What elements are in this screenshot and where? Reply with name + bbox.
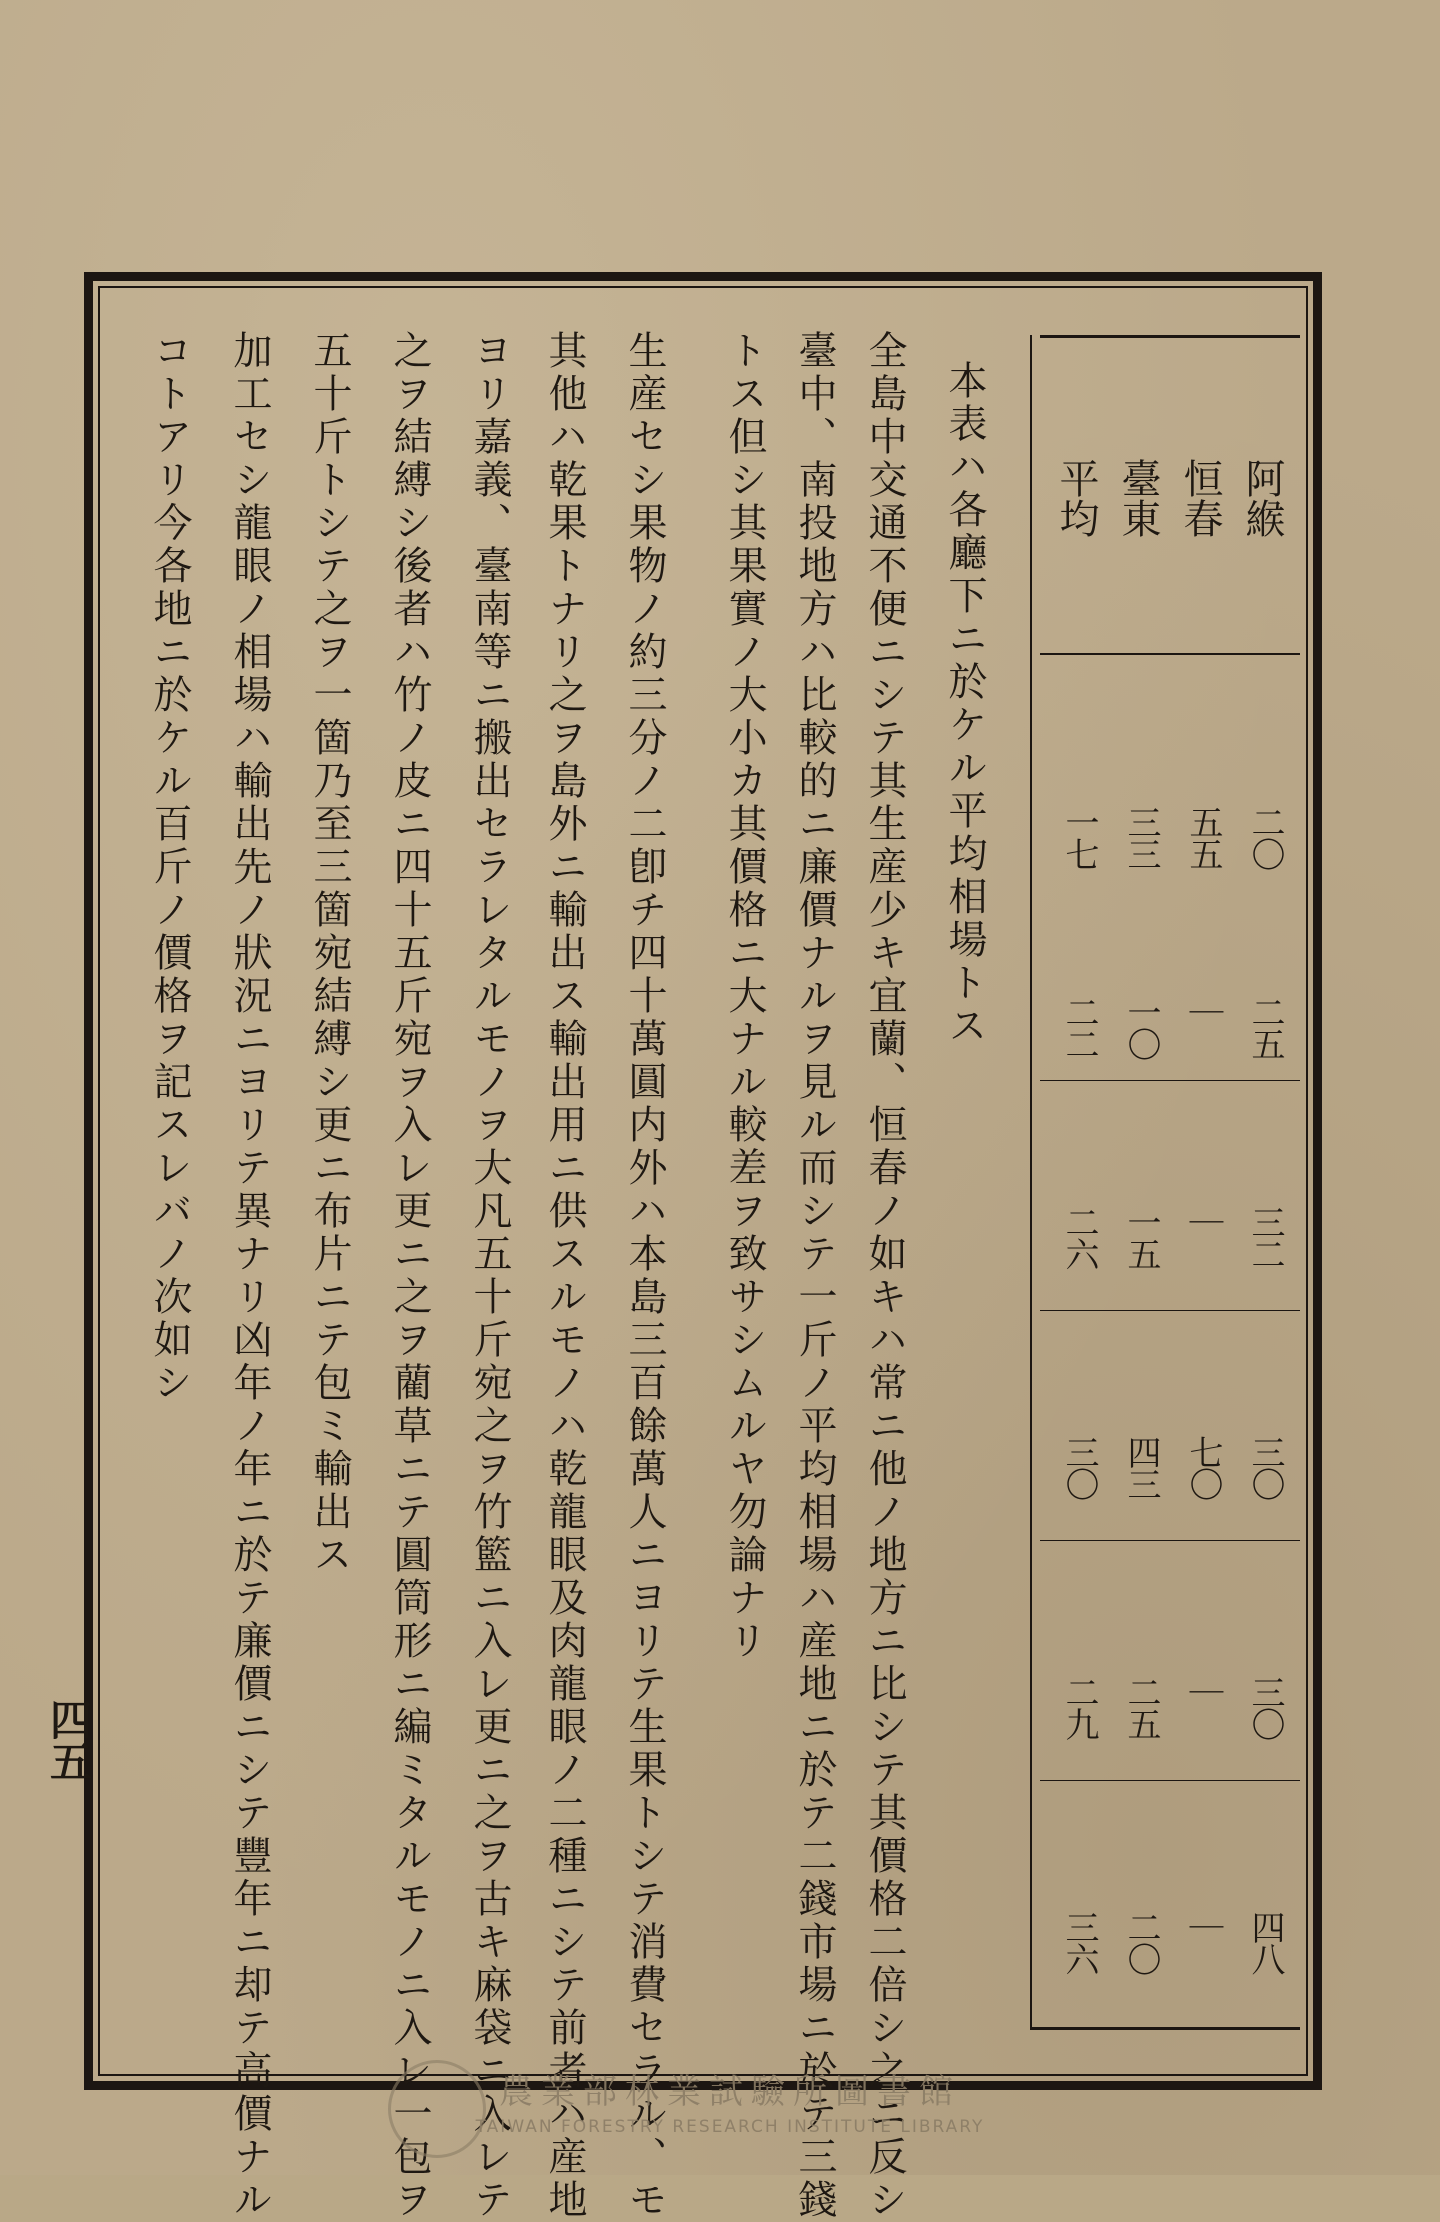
table-cell: 一五: [1121, 1205, 1161, 1269]
table-cell: ｜: [1183, 1205, 1223, 1237]
body-text-line: 之ヲ結縛シ後者ハ竹ノ皮ニ四十五斤宛ヲ入レ更ニ之ヲ藺草ニテ圓筒形ニ編ミタルモノニ入レ一包ヲ: [387, 330, 432, 2222]
header-label: 臺東: [1115, 458, 1161, 538]
library-watermark: [380, 2064, 1080, 2137]
table-bottom-rule: [1030, 2027, 1300, 2030]
table-cell: 四八: [1245, 1910, 1285, 1974]
watermark-chinese: 農業部林業試驗所圖書館: [499, 2072, 961, 2112]
price-table: [1030, 335, 1300, 2030]
header-label: 平均: [1053, 458, 1099, 538]
table-cell: 四三: [1121, 1435, 1161, 1499]
table-cell: 二五: [1121, 1675, 1161, 1739]
table-row-rule: [1040, 1080, 1300, 1081]
table-header-taitung: [1106, 353, 1166, 643]
table-cell: 七〇: [1183, 1435, 1223, 1499]
table-cell: 二〇: [1121, 1910, 1161, 1974]
body-text-line: 加工セシ龍眼ノ相場ハ輸出先ノ狀況ニヨリテ異ナリ凶年ノ年ニ於テ廉價ニシテ豐年ニ却テ高價ナル: [227, 330, 272, 2222]
table-note-line: 本表ハ各廳下ニ於ケル平均相場トス: [942, 360, 987, 1048]
table-cell: ｜: [1183, 995, 1223, 1027]
body-text-line: ヨリ嘉義、臺南等ニ搬出セラレタルモノヲ大凡五十斤宛之ヲ竹籃ニ入レ更ニ之ヲ古キ麻袋ニ入レテ: [467, 330, 512, 2222]
table-row-rule: [1040, 1780, 1300, 1781]
table-cell: 五五: [1183, 805, 1223, 869]
table-cell: ｜: [1183, 1910, 1223, 1942]
table-header-hengchun: [1168, 353, 1228, 643]
body-text-line: 全島中交通不便ニシテ其生産少キ宜蘭、恒春ノ如キハ常ニ他ノ地方ニ比シテ其價格二倍シ之ニ反シ: [862, 330, 907, 2222]
body-text-line: コトアリ今各地ニ於ケル百斤ノ價格ヲ記スレバノ次如シ: [147, 330, 192, 1405]
table-cell: 一七: [1059, 805, 1099, 869]
table-cell: 二〇: [1245, 805, 1285, 869]
body-text-line: 其他ハ乾果トナリ之ヲ島外ニ輸出ス輸出用ニ供スルモノハ乾龍眼及肉龍眼ノ二種ニシテ前者ハ産地: [542, 330, 587, 2222]
table-header-average: [1044, 353, 1104, 643]
table-cell: 三〇: [1245, 1435, 1285, 1499]
body-text-line: 生産セシ果物ノ約三分ノ二卽チ四十萬圓内外ハ本島三百餘萬人ニヨリテ生果トシテ消費セラル、モ: [622, 330, 667, 2222]
table-cell: 三六: [1059, 1910, 1099, 1974]
table-header-rule: [1040, 653, 1300, 655]
table-cell: 二二: [1059, 995, 1099, 1059]
page-number: 四五: [44, 1698, 93, 1782]
table-header-akou: [1230, 353, 1290, 643]
table-row-rule: [1040, 1540, 1300, 1541]
table-row-rule: [1040, 1310, 1300, 1311]
table-cell: 三〇: [1059, 1435, 1099, 1499]
table-left-rule: [1030, 335, 1032, 2030]
body-text-line: 五十斤トシテ之ヲ一箇乃至三箇宛結縛シ更ニ布片ニテ包ミ輸出ス: [307, 330, 352, 1577]
table-top-rule: [1040, 335, 1300, 338]
body-text-line: 臺中、南投地方ハ比較的ニ廉價ナルヲ見ル而シテ一斤ノ平均相場ハ産地ニ於テ二錢市場ニ於テ三錢: [792, 330, 837, 2222]
watermark-english: TAIWAN FORESTRY RESEARCH INSTITUTE LIBRARY: [475, 2117, 985, 2137]
header-label: 恒春: [1177, 458, 1223, 538]
table-cell: 二五: [1245, 995, 1285, 1059]
table-cell: 三二: [1245, 1205, 1285, 1269]
table-cell: 三三: [1121, 805, 1161, 869]
table-cell: 三〇: [1245, 1675, 1285, 1739]
table-cell: 一〇: [1121, 995, 1161, 1059]
table-cell: 二六: [1059, 1205, 1099, 1269]
table-cell: 二九: [1059, 1675, 1099, 1739]
table-cell: ｜: [1183, 1675, 1223, 1707]
header-label: 阿緱: [1239, 458, 1285, 538]
body-text-line: トス但シ其果實ノ大小カ其價格ニ大ナル較差ヲ致サシムルヤ勿論ナリ: [722, 330, 767, 1663]
